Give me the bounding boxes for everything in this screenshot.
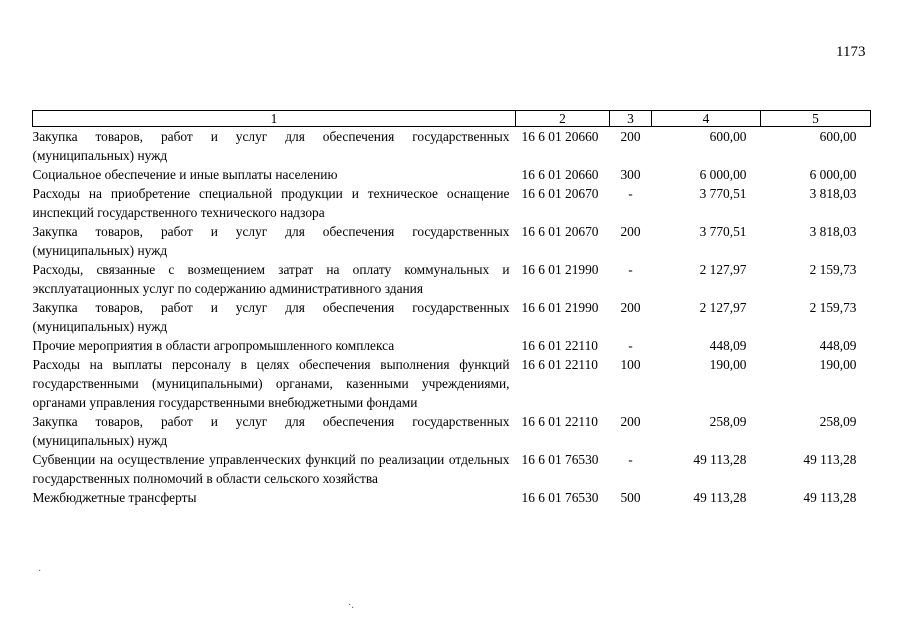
- table-header: [33, 111, 871, 127]
- row-target-code: 16 6 01 76530: [521, 452, 599, 467]
- table-row: [33, 260, 871, 298]
- row-target-code: 16 6 01 20660: [521, 129, 599, 144]
- row-target-code: 16 6 01 76530: [521, 490, 599, 505]
- budget-table: [32, 110, 871, 507]
- row-amount-year-1: 448,09: [709, 338, 747, 353]
- row-expense-type: 200: [620, 129, 641, 144]
- column-header-1: 1: [33, 111, 516, 127]
- row-expense-type: -: [628, 338, 633, 353]
- row-amount-year-1: 3 770,51: [699, 186, 747, 201]
- row-target-code: 16 6 01 22110: [521, 357, 598, 372]
- row-amount-year-2: 6 000,00: [809, 167, 857, 182]
- row-amount-year-2: 3 818,03: [809, 224, 857, 239]
- row-target-code: 16 6 01 20660: [521, 167, 599, 182]
- row-amount-year-1: 600,00: [709, 129, 747, 144]
- table-row: [33, 184, 871, 222]
- scan-speck: ·.: [348, 600, 354, 611]
- row-name: Прочие мероприятия в области агропромышленного комплекса: [32, 338, 395, 353]
- row-amount-year-2: 49 113,28: [803, 452, 857, 467]
- row-expense-type: -: [628, 452, 633, 467]
- table-row: [33, 165, 871, 184]
- row-name: Социальное обеспечение и иные выплаты населению: [32, 167, 338, 182]
- row-name: Расходы, связанные с возмещением затрат на оплату коммунальных и эксплуатационных услуг по содержанию административного здания: [32, 262, 510, 296]
- row-amount-year-2: 190,00: [819, 357, 857, 372]
- row-amount-year-1: 2 127,97: [699, 262, 747, 277]
- row-amount-year-2: 49 113,28: [803, 490, 857, 505]
- row-expense-type: -: [628, 262, 633, 277]
- row-expense-type: 500: [620, 490, 641, 505]
- row-target-code: 16 6 01 22110: [521, 414, 598, 429]
- row-expense-type: 200: [620, 414, 641, 429]
- row-amount-year-1: 49 113,28: [693, 490, 747, 505]
- row-amount-year-1: 3 770,51: [699, 224, 747, 239]
- row-expense-type: 300: [620, 167, 641, 182]
- row-expense-type: 100: [620, 357, 641, 372]
- table-row: [33, 450, 871, 488]
- table-row: [33, 488, 871, 507]
- row-target-code: 16 6 01 22110: [521, 338, 598, 353]
- row-target-code: 16 6 01 20670: [521, 224, 599, 239]
- row-name: Субвенции на осуществление управленческих функций по реализации отдельных государственных полномочий в области сельского хозяйства: [32, 452, 510, 486]
- row-amount-year-1: 2 127,97: [699, 300, 747, 315]
- row-amount-year-2: 448,09: [819, 338, 857, 353]
- row-target-code: 16 6 01 21990: [521, 300, 599, 315]
- row-target-code: 16 6 01 21990: [521, 262, 599, 277]
- row-name: Закупка товаров, работ и услуг для обеспечения государственных (муниципальных) нужд: [32, 300, 510, 334]
- table-row: [33, 355, 871, 412]
- row-amount-year-2: 600,00: [819, 129, 857, 144]
- row-amount-year-1: 49 113,28: [693, 452, 747, 467]
- row-amount-year-2: 258,09: [819, 414, 857, 429]
- table-row: [33, 412, 871, 450]
- table-body: [33, 127, 871, 508]
- row-name: Закупка товаров, работ и услуг для обеспечения государственных (муниципальных) нужд: [32, 129, 510, 163]
- row-expense-type: 200: [620, 300, 641, 315]
- row-name: Межбюджетные трансферты: [32, 490, 197, 505]
- column-header-4: 4: [652, 111, 761, 127]
- table-row: [33, 298, 871, 336]
- column-header-5: 5: [761, 111, 871, 127]
- row-amount-year-1: 258,09: [709, 414, 747, 429]
- row-amount-year-1: 6 000,00: [699, 167, 747, 182]
- column-header-3: 3: [610, 111, 652, 127]
- row-expense-type: 200: [620, 224, 641, 239]
- row-amount-year-2: 2 159,73: [809, 300, 857, 315]
- scan-speck: ·: [38, 566, 42, 577]
- row-name: Закупка товаров, работ и услуг для обеспечения государственных (муниципальных) нужд: [32, 414, 510, 448]
- page-number: 1173: [836, 44, 866, 60]
- table-row: [33, 127, 871, 166]
- row-target-code: 16 6 01 20670: [521, 186, 599, 201]
- row-amount-year-2: 3 818,03: [809, 186, 857, 201]
- table-row: [33, 222, 871, 260]
- row-amount-year-2: 2 159,73: [809, 262, 857, 277]
- column-header-2: 2: [516, 111, 610, 127]
- row-name: Расходы на выплаты персоналу в целях обеспечения выполнения функций государственными (муниципальными) органами, казенными учреждениями, органами управления государственными внебюджетными фондами: [32, 357, 510, 410]
- table-row: [33, 336, 871, 355]
- row-expense-type: -: [628, 186, 633, 201]
- row-name: Закупка товаров, работ и услуг для обеспечения государственных (муниципальных) нужд: [32, 224, 510, 258]
- row-name: Расходы на приобретение специальной продукции и техническое оснащение инспекций государственного технического надзора: [32, 186, 510, 220]
- row-amount-year-1: 190,00: [709, 357, 747, 372]
